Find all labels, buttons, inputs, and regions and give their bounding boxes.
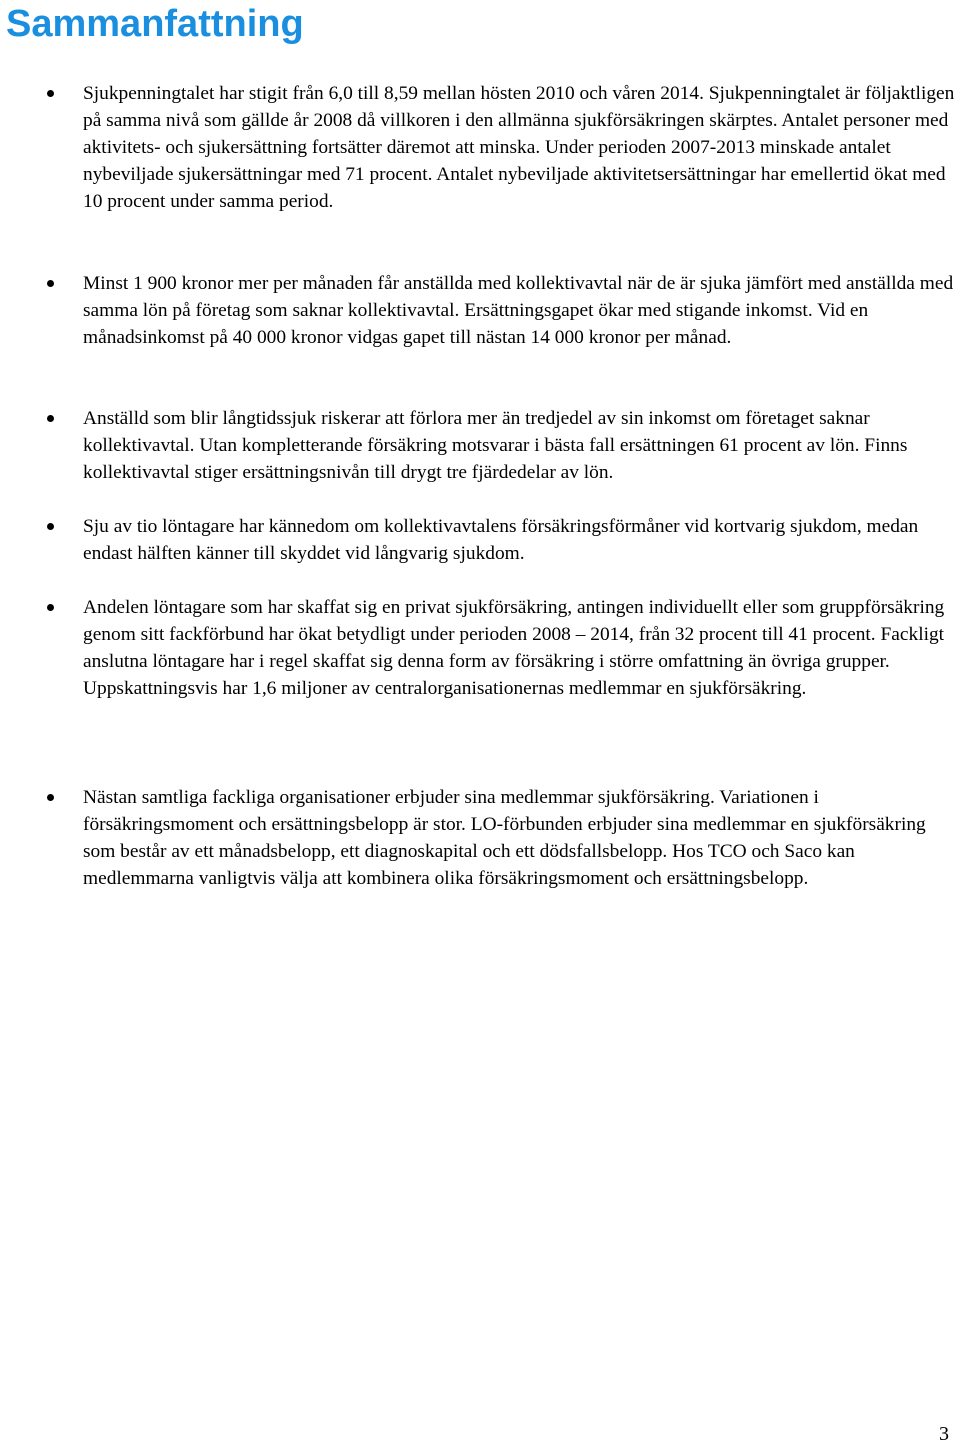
- bullet-icon: [47, 280, 54, 287]
- bullet-icon: [47, 415, 54, 422]
- bullet-text: Minst 1 900 kronor mer per månaden får anställda med kollektivavtal när de är sjuka jämfört med anställda med samma lön på företag som saknar kollektivavtal. Ersättningsgapet ökar med stigande inkomst. Vid en månadsinkomst på 40 000 kronor vidgas gapet till nästan 14 000 kronor per månad.: [83, 273, 954, 348]
- bullet-text: Nästan samtliga fackliga organisationer erbjuder sina medlemmar sjukförsäkring. Variationen i försäkringsmoment och ersättningsbelopp är stor. LO-förbunden erbjuder sina medlemmar en sjukförsäkring som består av ett månadsbelopp, ett diagnoskapital och ett dödsfallsbelopp. Hos TCO och Saco kan medlemmarna vanligtvis välja att kombinera olika försäkringsmoment och ersättningsbelopp.: [83, 787, 926, 889]
- bullet-text: Andelen löntagare som har skaffat sig en privat sjukförsäkring, antingen individuellt eller som gruppförsäkring genom sitt fackförbund har ökat betydligt under perioden 2008 – 2014, från 32 procent till 41 procent. Fackligt anslutna löntagare har i regel skaffat sig denna form av försäkring i större omfattning än övriga grupper. Uppskattningsvis har 1,6 miljoner av centralorganisationernas medlemmar en sjukförsäkring.: [83, 597, 945, 699]
- bullet-text: Sjukpenningtalet har stigit från 6,0 till 8,59 mellan hösten 2010 och våren 2014. Sjukpenningtalet är följaktligen på samma nivå som gällde år 2008 då villkoren i den allmänna sjukförsäkringen skärptes. Antalet personer med aktivitets- och sjukersättning fortsätter däremot att minska. Under perioden 2007-2013 minskade antalet nybeviljade sjukersättningar med 71 procent. Antalet nybeviljade aktivitetsersättningar har emellertid ökat med 10 procent under samma period.: [83, 83, 955, 212]
- bullet-icon: [47, 523, 54, 530]
- bullet-text: Anställd som blir långtidssjuk riskerar att förlora mer än tredjedel av sin inkomst om företaget saknar kollektivavtal. Utan kompletterande försäkring motsvarar i bästa fall ersättningen 61 procent av lön. Finns kollektivavtal stiger ersättningsnivån till drygt tre fjärdedelar av lön.: [83, 408, 908, 483]
- bullet-icon: [47, 90, 54, 97]
- page-number: 3: [939, 1423, 949, 1445]
- bullet-icon: [47, 604, 54, 611]
- bullet-icon: [47, 794, 54, 801]
- bullet-text: Sju av tio löntagare har kännedom om kollektivavtalens försäkringsförmåner vid kortvarig sjukdom, medan endast hälften känner till skyddet vid långvarig sjukdom.: [83, 516, 919, 564]
- page-title: Sammanfattning: [6, 3, 304, 45]
